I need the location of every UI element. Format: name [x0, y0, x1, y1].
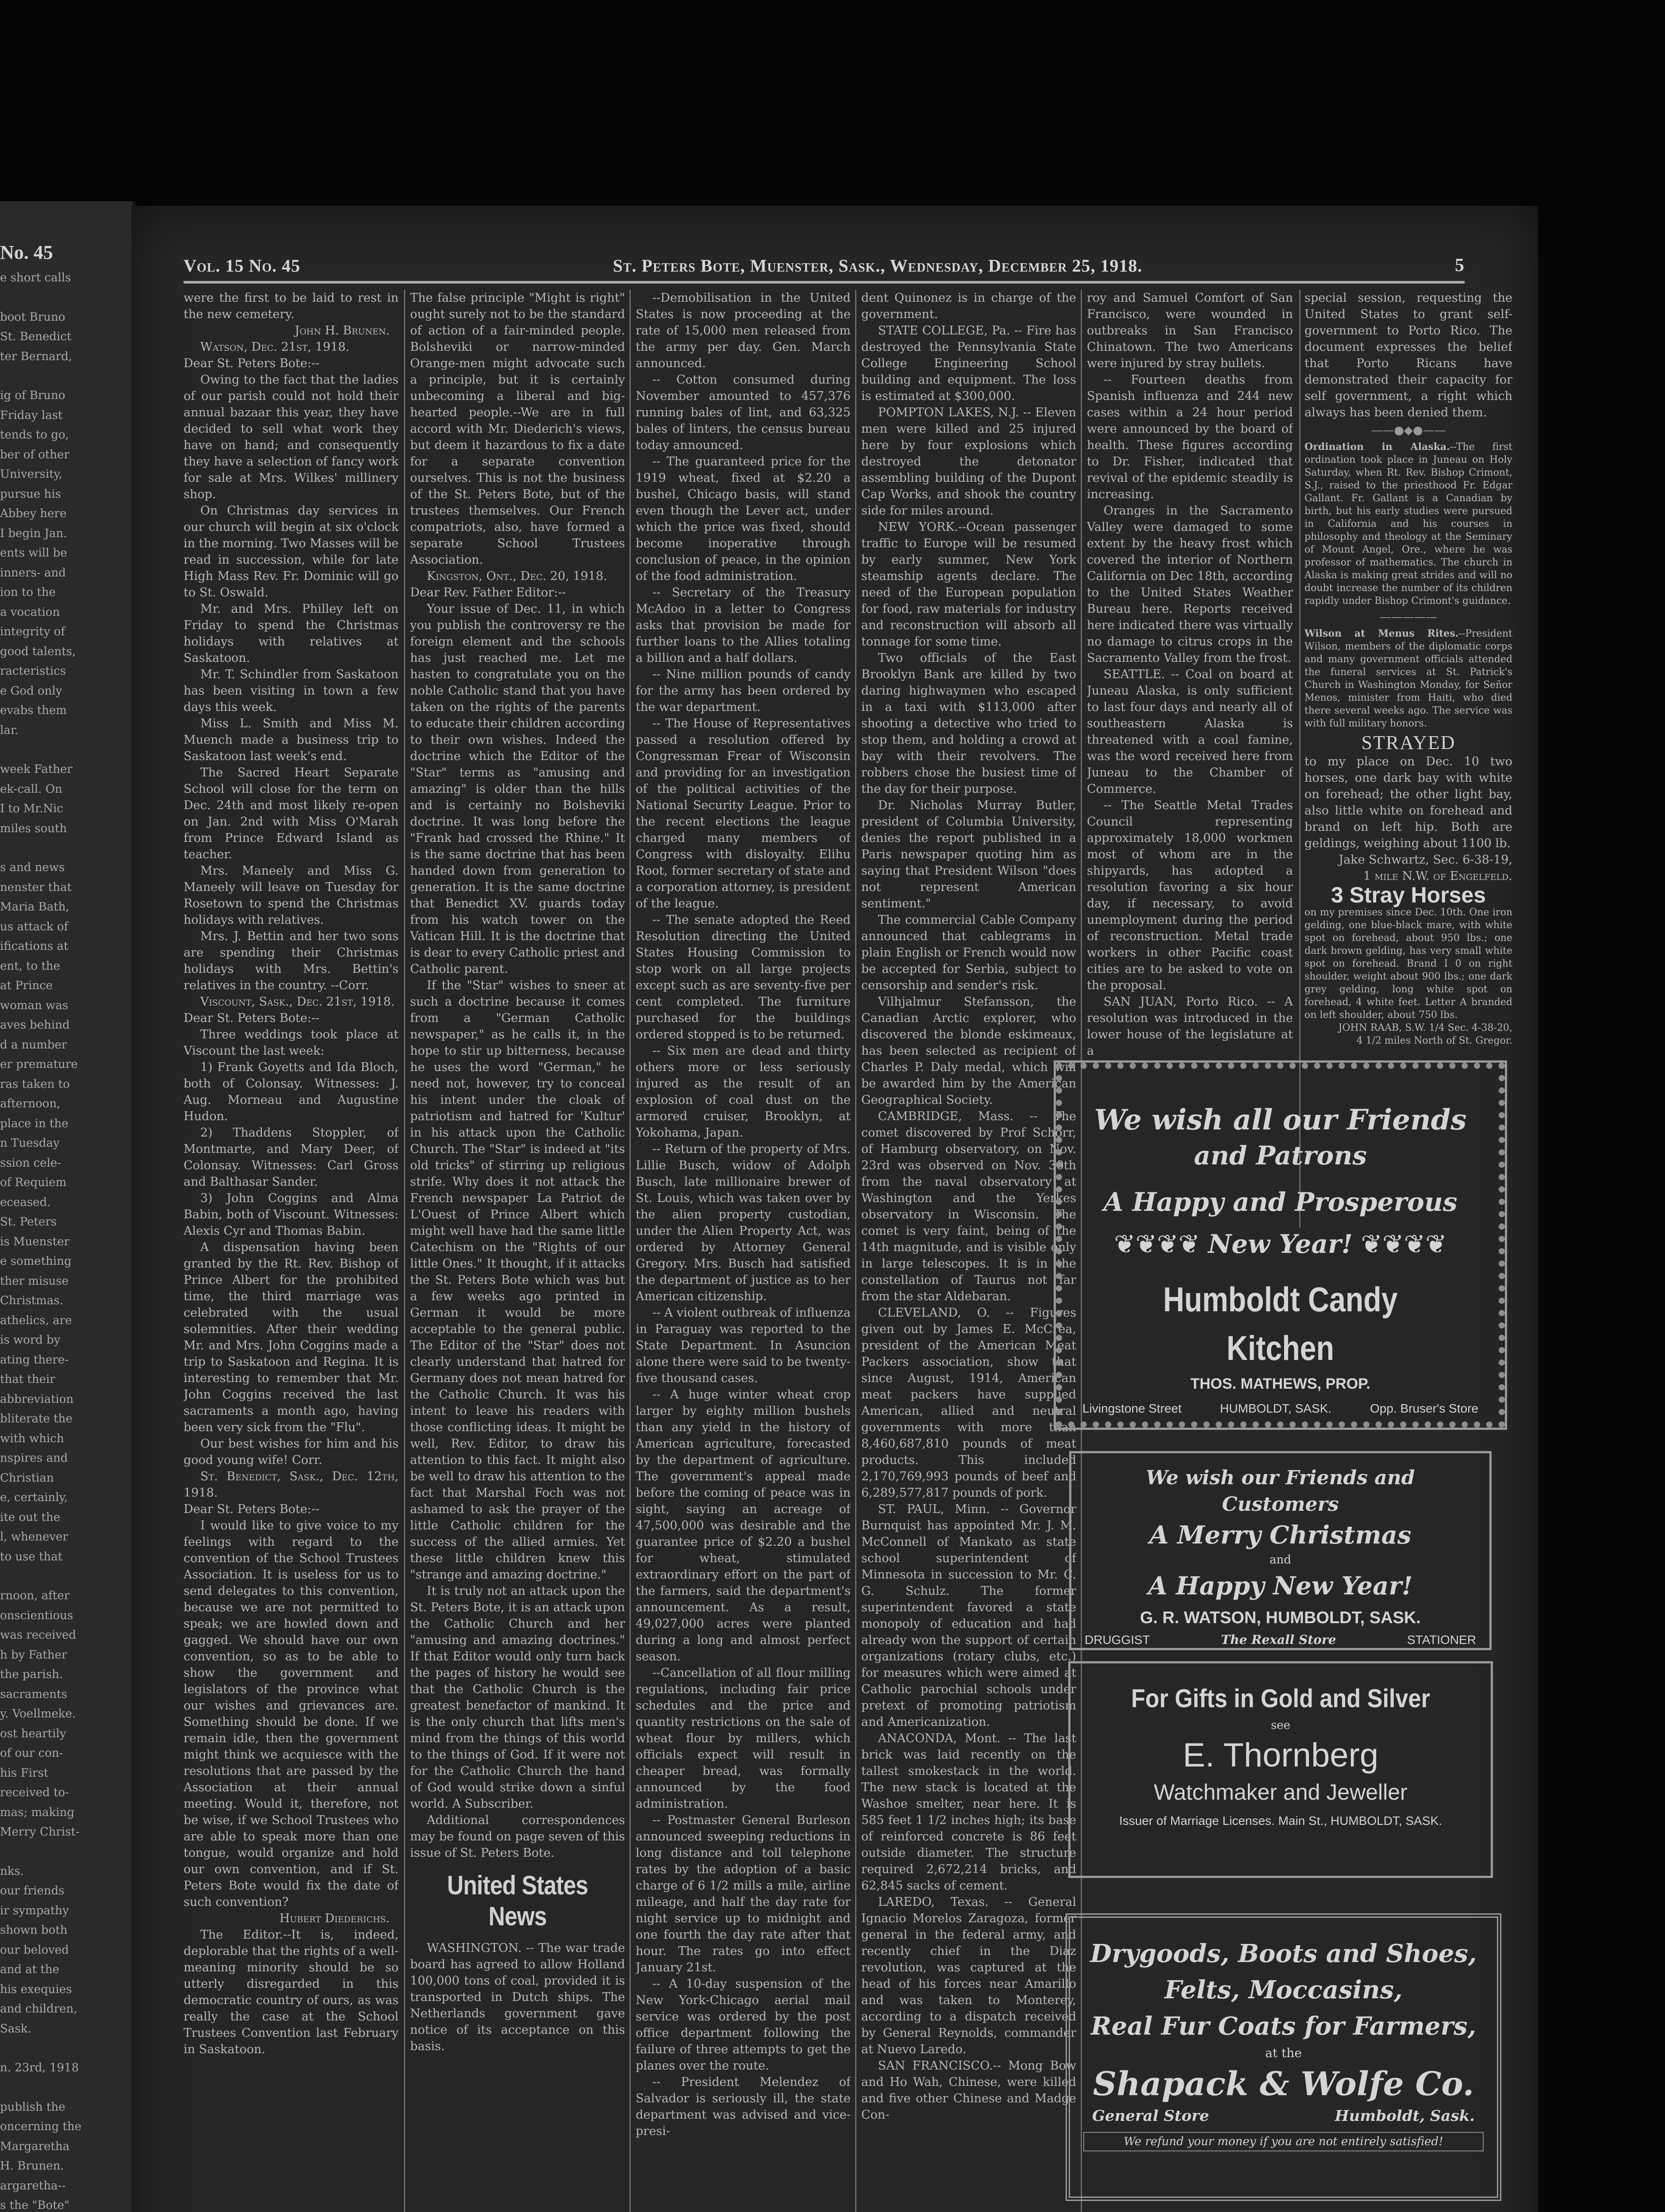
ad-watson-name: G. R. WATSON, HUMBOLDT, SASK. [1140, 1609, 1421, 1627]
previous-page-line: h by Father [0, 1648, 67, 1662]
previous-page-line [0, 740, 133, 760]
ad-shapack-at: at the [1265, 2046, 1302, 2060]
previous-page-line: y. Voellmeke. [0, 1707, 76, 1720]
paragraph: Mr. T. Schindler from Saskatoon has been visiting in town a few days this week. [184, 668, 399, 714]
previous-page-line: miles south [0, 822, 67, 835]
paragraph: Mr. and Mrs. Philley left on Friday to spend the Christmas holidays with relatives at Saskatoon. [184, 602, 399, 665]
previous-page-line: Abbey here [0, 507, 67, 520]
volume-number: Vol. 15 No. 45 [184, 255, 301, 276]
paragraph: -- President Melendez of Salvador is seriously ill, the state department was advised and vice-presi- [636, 2075, 851, 2138]
previous-page-line: ther misuse [0, 1274, 69, 1288]
previous-page-line: our friends [0, 1884, 65, 1897]
ad-shapack-wolfe [1066, 1913, 1501, 2201]
previous-page-line: bliterate the [0, 1412, 73, 1425]
previous-page-line: I begin Jan. [0, 526, 67, 540]
previous-page-line: with which [0, 1432, 64, 1445]
previous-page-line: n Tuesday [0, 1137, 60, 1150]
paragraph: The false principle "Might is right" ought surely not to be the standard of action of a fair-minded people. Bolsheviki or narrow-minded Orange-men might advocate such a principle, but it is certainly unbecoming a liberal and big-hearted people.--We are in full accord with Mr. Diederich's views, but deem it hazardous to fix a date for a separate convention ourselves. This is not the business of the St. Peters Bote, but of the trustees themselves. Our French compatriots, also, have formed a separate School Trustees Association. [410, 291, 625, 567]
previous-page-line: I to Mr.Nic [0, 802, 63, 815]
previous-page-line: ssion cele- [0, 1156, 61, 1170]
paragraph: -- The House of Representatives passed a resolution offered by Congressman Frear of Wisconsin and providing for an investigation of the political activities of the National Security League. Prior to the recent elections the league charged many members of Congress with disloyalty. Elihu Root, former secretary of state and a corporation attorney, is president of the league. [636, 717, 851, 910]
previous-page-line: ost heartily [0, 1727, 66, 1740]
ordination-item [1304, 441, 1512, 607]
paragraph: -- Postmaster General Burleson announced sweeping reductions in long distance and toll telephone rates by the adoption of a basic charge of 6 1/2 mills a mile, airline mileage, and half the day rate for night service up to midnight and one fourth the day rate after that hour. The rates go into effect January 21st. [636, 1813, 851, 1974]
paragraph: -- A violent outbreak of influenza in Paraguay was reported to the State Department. In Asuncion alone there were said to be twenty-five thousand cases. [636, 1306, 851, 1385]
section-heading-united-states-news: United States News [447, 1870, 588, 1931]
previous-page-line: lar. [0, 723, 19, 737]
previous-page-text [0, 266, 133, 2212]
previous-page-line: inners- and [0, 566, 66, 580]
paragraph: A dispensation having been granted by the Rt. Rev. Bishop of Prince Albert for the prohibited time, the third marriage was celebrated with the usual solemnities. After their wedding Mr. and Mrs. John Coggins made a trip to Saskatoon and Regina. It is interesting to remember that Mr. John Coggins received the last sacraments a month ago, having been very sick from the "Flu". [184, 1240, 399, 1434]
previous-page-line: of Requiem [0, 1176, 67, 1189]
paragraph: STATE COLLEGE, Pa. -- Fire has destroyed the Pennsylvania State College Engineering School building and equipment. The loss is estimated at $300,000. [861, 324, 1076, 403]
ad-candy-town: HUMBOLDT, SASK. [1220, 1402, 1332, 1415]
paragraph: The commercial Cable Company announced that cablegrams in plain English or French would now be accepted for Serbia, subject to censorship and sender's risk. [861, 913, 1076, 992]
previous-page-line: rnoon, after [0, 1589, 70, 1602]
paragraph: ANACONDA, Mont. -- The last brick was laid recently on the tallest smokestack in the world. The new stack is located at the Washoe smelter, near here. It is 585 feet 1 1/2 inches high; its base of reinforced concrete is 86 feet outside diameter. The structure required 2,672,214 bricks, and 62,845 sacks of cement. [861, 1732, 1076, 1893]
ad-shapack-town: Humboldt, Sask. [1335, 2107, 1475, 2125]
ordination-body: --The first ordination took place in Juneau on Holy Saturday, when Rt. Rev. Bishop Crimont, S.J., raised to the priesthood Fr. Edgar Gallant. Fr. Gallant is a Canadian by birth, but his early studies were pursued in California and his courses in philosophy and theology at the Seminary of Mount Angel, Ore., where he was professor of mathematics. The church in Alaska is making great strides and will no doubt increase the number of its children rapidly under Bishop Crimont's guidance. [1304, 442, 1512, 607]
paragraph: roy and Samuel Comfort of San Francisco, were wounded in outbreaks in San Francisco Chinatown. The two Americans were injured by stray bullets. [1087, 291, 1293, 370]
previous-page-line [0, 2078, 133, 2097]
previous-page-line: nks. [0, 1864, 24, 1878]
previous-page-line: ek-call. On [0, 782, 62, 796]
ad-thornberg-trade: Watchmaker and Jeweller [1154, 1780, 1408, 1805]
wilson-head: Wilson at Menus Rites. [1304, 628, 1459, 639]
previous-page-line: evabs them [0, 704, 67, 717]
previous-page-line: abbreviation [0, 1392, 74, 1406]
previous-page-edge [0, 201, 136, 2212]
previous-page-line: our beloved [0, 1943, 69, 1957]
paragraph: Your issue of Dec. 11, in which you publish the controversy re the foreign element and the schools has just reached me. Let me hasten to congratulate you on the noble Catholic stand that you have taken on the rights of the parents to educate their children according to their own wishes. Indeed the doctrine which the Editor of the "Star" terms as "amusing and amazing" is older than the hills and is certainly no Bolsheviki doctrine. It was long before the "Frank had crossed the Rhine." It is the same doctrine that has been handed down from generation to generation. It is the same doctrine that Benedict XV. guards today from his watch tower on the Vatican Hill. It is the doctrine that is dear to every Catholic priest and Catholic parent. [410, 602, 625, 976]
previous-page-line [0, 838, 133, 858]
paragraph: CLEVELAND, O. -- Figures given out by James E. McCrea, president of the American Meat Packers association, show that since August, 1914, American meat packers have supplied American, allied and neutral governments with more than 8,460,687,810 pounds of meat products. This included 2,170,769,993 pounds of beef and 6,289,577,817 pounds of pork. [861, 1306, 1076, 1500]
ordination-head: Ordination in Alaska. [1304, 441, 1450, 453]
previous-page-line: ents will be [0, 546, 67, 560]
ad-candy-location: Opp. Bruser's Store [1370, 1402, 1478, 1415]
paragraph: LAREDO, Texas. -- General Ignacio Morelos Zaragoza, former general in the federal army, and recently chief in the Diaz revolution, was captured at the head of his forces near Amarillo and was taken to Monterey, according to a dispatch received by General Reynolds, commander at Nuevo Laredo. [861, 1895, 1076, 2056]
ad-thornberg-see: see [1270, 1719, 1291, 1732]
ad-shapack-name: Shapack & Wolfe Co. [1093, 2065, 1474, 2103]
previous-page-line: Sask. [0, 2022, 31, 2035]
paragraph: Dr. Nicholas Murray Butler, president of Columbia University, denies the report published in a Paris newspaper quoting him as saying that President Wilson "does not represent American sentiment." [861, 799, 1076, 910]
paragraph: Additional correspondences may be found on page seven of this issue of St. Peters Bote. [410, 1813, 625, 1860]
paragraph: CAMBRIDGE, Mass. -- The comet discovered by Prof Schorr, of Hamburg observatory, on Nov. 23rd was observed on Nov. 30th from the naval observatory at Washington and the Yerkes observatory in Wisconsin. The comet is very faint, being of the 14th magnitude, and is visible only in large telescopes. It is in the constellation of Taurus not far from the star Aldebaran. [861, 1110, 1076, 1303]
previous-page-line: ent, to the [0, 959, 61, 973]
previous-page-line: mas; making [0, 1805, 75, 1819]
previous-page-line: s the "Bote" [0, 2199, 69, 2212]
newspaper-page [131, 206, 1538, 2212]
previous-page-line: athelics, are [0, 1313, 72, 1327]
previous-page-line: Christian [0, 1471, 54, 1485]
column-3 [636, 290, 851, 2212]
previous-page-line: eceased. [0, 1195, 51, 1209]
previous-page-line: oncerning the [0, 2120, 82, 2133]
previous-page-line: and at the [0, 1963, 59, 1976]
paragraph: -- The guaranteed price for the 1919 wheat, fixed at $2.20 a bushel, Chicago basis, will stand even though the Lever act, under which the price was fixed, should become inoperative through conclusion of peace, in the opinion of the food administration. [636, 455, 851, 583]
previous-page-line: l, whenever [0, 1530, 68, 1544]
previous-page-line [0, 2039, 133, 2058]
paragraph: Oranges in the Sacramento Valley were damaged to some extent by the heavy frost which covered the interior of Northern California on Dec 18th, according to the United States Weather Bureau here. Reports received here indicated there was virtually no damage to citrus crops in the Sacramento Valley from the frost. [1087, 504, 1293, 665]
previous-page-line: Margaretha [0, 2139, 70, 2153]
previous-page-line [0, 366, 133, 386]
ad-candy-prop: THOS. MATHEWS, PROP. [1190, 1375, 1370, 1392]
previous-page-line: onscientious [0, 1609, 73, 1622]
previous-page-line: integrity of [0, 625, 65, 638]
previous-page-folio: No. 45 [0, 242, 53, 263]
paragraph: Two officials of the East Brooklyn Bank are killed by two daring highwaymen who escaped in a taxi with $113,000 after shooting a detective who tried to stop them, and holding a crowd at bay with their revolvers. The robbers chose the busiest time of the day for their purpose. [861, 651, 1076, 796]
ad-watson-line1: We wish our Friends and Customers [1146, 1467, 1415, 1516]
previous-page-line: afternoon, [0, 1097, 61, 1110]
previous-page-line: that their [0, 1373, 55, 1386]
paragraph: Mrs. Maneely and Miss G. Maneely will leave on Tuesday for Rosetown to spend the Christmas holidays with relatives. [184, 864, 399, 927]
previous-page-line: woman was [0, 998, 69, 1012]
paragraph: -- A huge winter wheat crop larger by eighty million bushels than any yield in the history of American agriculture, forecasted by the department of agriculture. The government's appeal made before the coming of peace was in sight, saying an acreage of 47,500,000 was desirable and the guarantee price of $2.20 a bushel for wheat, stimulated extraordinary effort on the part of the farmers, said the department's announcement. As a result, 49,027,000 acres were planted during a long and almost perfect season. [636, 1388, 851, 1663]
paragraph: It is truly not an attack upon the St. Peters Bote, it is an attack upon the Catholic Church and her "amusing and amazing doctrines." If that Editor would only turn back the pages of history he would see that the Catholic Church is the greatest benefactor of mankind. It is the only church that lifts men's mind from the things of this world to the things of God. If it were not for the Catholic Church the hand of God would strike down a sinful world. A Subscriber. [410, 1584, 625, 1811]
paragraph: Vilhjalmur Stefansson, the Canadian Arctic explorer, who discovered the blonde eskimeaux, has been selected as recipient of Charles P. Daly medal, which will be awarded him by the American Geographical Society. [861, 995, 1076, 1107]
ad-shapack-guarantee: We refund your money if you are not entirely satisfied! [1083, 2132, 1484, 2151]
dateline: St. Benedict, Sask., Dec. 12th, 1918. [184, 1470, 399, 1500]
previous-page-line: ig of Bruno [0, 389, 65, 402]
previous-page-line: aves behind [0, 1018, 70, 1032]
dateline: Watson, Dec. 21st, 1918. [200, 340, 350, 354]
previous-page-line: sacraments [0, 1687, 67, 1701]
previous-page-line [0, 288, 133, 307]
previous-page-line: was received [0, 1628, 77, 1642]
previous-page-line: place in the [0, 1117, 69, 1130]
previous-page-line: Friday last [0, 408, 63, 422]
ad-thornberg-name: E. Thornberg [1182, 1736, 1379, 1774]
paragraph: 2) Thaddens Stoppler, of Montmarte, and Mary Deer, of Colonsay. Witnesses: Carl Gross and Balthasar Sander. [184, 1126, 399, 1189]
previous-page-line: his exequies [0, 1982, 72, 1996]
previous-page-line: University, [0, 468, 63, 481]
previous-page-line: e, certainly, [0, 1491, 68, 1504]
ad-thornberg-line1: For Gifts in Gold and Silver [1131, 1684, 1430, 1713]
ornament-divider: ——●◆●—— [1371, 424, 1446, 437]
paragraph: SEATTLE. -- Coal on board at Juneau Alaska, is only sufficient to last four days and nearly all of southeastern Alaska is threatened with a coal famine, was the word received here from Juneau to the Chamber of Commerce. [1087, 668, 1293, 796]
previous-page-line: us attack of [0, 920, 69, 933]
strayed-location: 1 mile N.W. of Engelfeld. [1363, 869, 1512, 883]
previous-page-line: St. Benedict [0, 330, 72, 343]
stray-horses-body: on my premises since Dec. 10th. One iron gelding, one blue-black mare, with white spot on forehead, about 950 lbs.; one dark brown gelding, has very small white spot on forehead. Brand I 0 on right shoulder, weight about 900 lbs.; one dark grey gelding, long white spot on forehead, 4 white feet. Letter A branded on left shoulder, about 750 lbs. [1304, 907, 1512, 1021]
wilson-body: --President Wilson, members of the diplomatic corps and many government officials attended the funeral services at St. Patrick's Church in Washington Monday, for Señor Menos, minister from Haiti, who died there several weeks ago. The service was with full military honors. [1304, 628, 1512, 729]
previous-page-line: nspires and [0, 1452, 68, 1465]
ad-watson-stationer: STATIONER [1407, 1633, 1476, 1647]
previous-page-line: er premature [0, 1058, 78, 1071]
wilson-item [1304, 627, 1512, 730]
previous-page-line [0, 1567, 133, 1586]
paragraph: Dear St. Peters Bote:-- [184, 357, 320, 370]
previous-page-line: s and news [0, 861, 65, 874]
paragraph: were the first to be laid to rest in the new cemetery. [184, 291, 399, 321]
ad-shapack-line3: Real Fur Coats for Farmers, [1090, 2012, 1477, 2041]
previous-page-line: to use that [0, 1550, 63, 1563]
previous-page-line: Merry Christ- [0, 1825, 80, 1839]
previous-page-line: e God only [0, 684, 62, 698]
paragraph: -- Fourteen deaths from Spanish influenza and 244 new cases within a 24 hour period were announced by the board of health. These figures according to Dr. Fisher, indicated that revival of the epidemic steadily is increasing. [1087, 373, 1293, 501]
ornament-icon: ❦❦❦❦ [1352, 1229, 1447, 1259]
paper-title-date: St. Peters Bote, Muenster, Sask., Wednesday, December 25, 1918. [613, 255, 1143, 276]
paragraph: I would like to give voice to my feelings with regard to the convention of the School Trustees Association. It is useless for us to send delegates to this convention, because we are not permitted to speak; we are howled down and gagged. We should have our own convention, so as to be able to show the government and legislators of the province what our wishes and grievances are. Something should be done. If we remain idle, then the government might think we acquiesce with the resolutions that are passed by the Association at their annual meeting. Would it, therefore, not be wise, if we School Trustees who are able to speak more than one tongue, would organize and hold our own convention, and if St. Peters Bote would fix the date of such convention? [184, 1519, 399, 1909]
previous-page-line: St. Peters [0, 1215, 57, 1229]
masthead [184, 250, 1465, 284]
paragraph: POMPTON LAKES, N.J. -- Eleven men were killed and 25 injured here by four explosions which destroyed the detonator assembling building of the Dupont Cap Works, and shook the country side for miles around. [861, 406, 1076, 518]
previous-page-line: tends to go, [0, 428, 69, 442]
previous-page-line: ite out the [0, 1510, 61, 1524]
rexall-logo: The Rexall Store [1221, 1632, 1336, 1647]
column-4 [861, 290, 1076, 2212]
previous-page-line: publish the [0, 2100, 65, 2114]
previous-page-line: a vocation [0, 605, 60, 619]
previous-page-line: boot Bruno [0, 310, 65, 324]
column-rule [855, 290, 856, 2212]
stray-horses-owner: JOHN RAAB, S.W. 1/4 Sec. 4-38-20, [1338, 1022, 1512, 1033]
previous-page-line: ras taken to [0, 1077, 70, 1091]
previous-page-line: the parish. [0, 1668, 63, 1681]
previous-page-line [0, 1842, 133, 1862]
column-rule [629, 290, 631, 2212]
previous-page-line: is Muenster [0, 1235, 70, 1248]
previous-page-line: at Prince [0, 979, 53, 992]
strayed-owner: Jake Schwartz, Sec. 6-38-19, [1339, 853, 1512, 867]
paragraph: ST. PAUL, Minn. -- Governor Burnquist has appointed Mr. J. M. McConnell of Mankato as state school superintendent of Minnesota in succession to Mr. C. G. Schulz. The former superintendent favored a state monopoly of education and had already won the support of certain organizations (rotary clubs, etc.) for measures which were aimed at Catholic parochial schools under pretext of promoting patriotism and Americanization. [861, 1502, 1076, 1729]
previous-page-line: e something [0, 1255, 72, 1268]
stray-horses-location: 4 1/2 miles North of St. Gregor. [1356, 1035, 1512, 1046]
ad-shapack-store-row [1083, 2106, 1484, 2126]
previous-page-line: racteristics [0, 664, 66, 678]
ad-watson-druggist [1069, 1451, 1492, 1650]
signature: Hubert Diederichs. [279, 1912, 390, 1925]
paragraph: Dear Rev. Father Editor:-- [410, 586, 566, 599]
ornament-icon: ❦❦❦❦ [1114, 1229, 1208, 1259]
previous-page-line: n. 23rd, 1918 [0, 2061, 79, 2074]
ad-candy-street: Livingstone Street [1082, 1402, 1182, 1415]
paragraph: Owing to the fact that the ladies of our parish could not hold their annual bazaar this year, they have decided to sell what work they have on hand; and consequently they have a selection of fancy work for sale at Mrs. Wilkes' millinery shop. [184, 373, 399, 501]
ad-watson-and: and [1270, 1553, 1291, 1567]
ad-watson-druggist: DRUGGIST [1085, 1633, 1150, 1647]
paragraph: -- The Seattle Metal Trades Council representing approximately 18,000 workmen most of whom are in the shipyards, has adopted a resolution favoring a six hour day, if necessary, to avoid unemployment during the period of reconstruction. Metal trade workers in other Pacific coast cities are to be asked to vote on the proposal. [1087, 799, 1293, 992]
ad-humboldt-candy-kitchen [1054, 1060, 1507, 1430]
paragraph: -- Nine million pounds of candy for the army has been ordered by the war department. [636, 668, 851, 714]
dateline: Kingston, Ont., Dec. 20, 1918. [426, 569, 607, 583]
ad-candy-line4: New Year! [1208, 1229, 1353, 1259]
ad-watson-footer [1085, 1631, 1476, 1649]
previous-page-line: Maria Bath, [0, 900, 69, 914]
previous-page-line: ir sympathy [0, 1904, 69, 1917]
paragraph: -- The senate adopted the Reed Resolution directing the United States Housing Commission to stop work on all large projects except such as are seventy-five per cent completed. The furniture purchased for the buildings ordered stopped is to be returned. [636, 913, 851, 1041]
paragraph: On Christmas day services in our church will begin at six o'clock in the morning. Two Masses will be read in succession, while for late High Mass Rev. Fr. Dominic will go to St. Oswald. [184, 504, 399, 599]
previous-page-line: Christmas. [0, 1294, 63, 1307]
paragraph: If the "Star" wishes to sneer at such a doctrine because it comes from a "German Catholic newspaper," as he calls it, in the hope to stir up bitterness, because he uses the word "German," he need not, however, try to conceal his intent under the cloak of patriotism and hatred for 'Kultur' in his attack upon the Catholic Church. The "Star" is indeed at "its old tricks" of stirring up religious strife. Why does it not attack the French newspaper La Patriot de L'Ouest of Prince Albert which might well have had the same little Catechism on the "Rights of our little Ones." It thought, if it attacks the St. Peters Bote which was but a few weeks ago printed in German it would be more acceptable to the general public. The Editor of the "Star" does not clearly understand that hatred for Germany does not mean hatred for the Catholic Church. It was his intent to leave his readers with those conflicting ideas. It might be well, Rev. Editor, to draw his attention to this fact. It might also be well to draw his attention to the fact that Marshal Foch was not ashamed to ask the prayer of the little Catholic children for the success of the allied armies. Yet these little children knew this "strange and amazing doctrine." [410, 979, 625, 1582]
strayed-heading: STRAYED [1361, 732, 1456, 753]
ad-candy-name: Humboldt Candy Kitchen [1163, 1280, 1398, 1367]
previous-page-line: e short calls [0, 271, 71, 284]
paragraph: The Editor.--It is, indeed, deplorable that the rights of a well-meaning minority should be so utterly disregarded in this democratic country of ours, as was really the case at the School Trustees Convention last February in Saskatoon. [184, 1928, 399, 2056]
paragraph: --Demobilisation in the United States is now proceeding at the rate of 15,000 men released from the army per day. Gen. March announced. [636, 291, 851, 370]
ad-watson-line4: A Happy New Year! [1148, 1571, 1413, 1601]
paragraph: -- Six men are dead and thirty others more or less seriously injured as the result of an explosion of coal dust on the armored cruiser, Brooklyn, at Yokohama, Japan. [636, 1044, 851, 1140]
stray-horses-heading: 3 Stray Horses [1331, 883, 1486, 907]
ad-shapack-line2: Felts, Moccasins, [1164, 1975, 1403, 2005]
previous-page-line: nenster that [0, 880, 72, 894]
signature: John H. Brunen. [295, 324, 390, 338]
ad-shapack-line1: Drygoods, Boots and Shoes, [1090, 1939, 1477, 1968]
column-1 [184, 290, 399, 2212]
ad-watson-line2: A Merry Christmas [1149, 1521, 1412, 1550]
ad-candy-line3: A Happy and Prosperous [1103, 1187, 1458, 1217]
dateline: Viscount, Sask., Dec. 21st, 1918. [200, 995, 395, 1009]
paragraph: -- Cotton consumed during November amounted to 457,376 running bales of lint, and 63,325 bales of linters, the census bureau today announced. [636, 373, 851, 452]
paragraph: SAN JUAN, Porto Rico. -- A resolution was introduced in the lower house of the legislature at a [1087, 995, 1293, 1058]
paragraph: Dear St. Peters Bote:-- [184, 1011, 320, 1025]
paragraph: -- Secretary of the Treasury McAdoo in a letter to Congress asks that provision be made for further loans to the Allies totaling a billion and a half dollars. [636, 586, 851, 665]
paragraph: special session, requesting the United States to grant self-government to Porto Rico. The document expresses the belief that Porto Ricans have demonstrated their capacity for self government, a right which always has been denied them. [1304, 291, 1512, 419]
previous-page-line: pursue his [0, 487, 61, 501]
previous-page-line: ating there- [0, 1353, 69, 1367]
paragraph: SAN FRANCISCO.-- Mong Bow and Ho Wah, Chinese, were killed and five other Chinese and Madge Con- [861, 2059, 1076, 2122]
paragraph: The Sacred Heart Separate School will close for the term on Dec. 24th and most likely re-open on Jan. 2nd with Miss O'Marah from Prince Edward Island as teacher. [184, 766, 399, 861]
paragraph: 1) Frank Goyetts and Ida Bloch, both of Colonsay. Witnesses: J. Aug. Morneau and Augustine Hudon. [184, 1060, 399, 1123]
column-2 [410, 290, 625, 2212]
paragraph: -- Return of the property of Mrs. Lillie Busch, widow of Adolph Busch, late millionaire brewer of St. Louis, which was taken over by the alien property custodian, under the Alien Property Act, was ordered by Attorney General Gregory. Mrs. Busch had satisfied the department of justice as to her American citizenship. [636, 1142, 851, 1303]
previous-page-line: ber of other [0, 448, 69, 461]
previous-page-line: d a number [0, 1038, 67, 1052]
paragraph: Our best wishes for him and his good young wife! Corr. [184, 1437, 399, 1467]
paragraph: Dear St. Peters Bote:-- [184, 1502, 320, 1516]
paragraph: Three weddings took place at Viscount the last week: [184, 1028, 399, 1058]
previous-page-line: H. Brunen. [0, 2159, 64, 2173]
paragraph: Mrs. J. Bettin and her two sons are spending their Christmas holidays with Mrs. Bettin's relatives in the country. --Corr. [184, 929, 399, 992]
previous-page-line: ter Bernard, [0, 349, 73, 363]
previous-page-line: argaretha-- [0, 2179, 66, 2193]
paragraph: dent Quinonez is in charge of the government. [861, 291, 1076, 321]
paragraph: 3) John Coggins and Alma Babin, both of Viscount. Witnesses: Alexis Cyr and Thomas Babin. [184, 1191, 399, 1238]
column-rule [404, 290, 405, 2212]
previous-page-line: is word by [0, 1333, 61, 1347]
paragraph: NEW YORK.--Ocean passenger traffic to Europe will be resumed by early summer, New York steamship agents declare. The need of the European population for food, raw materials for industry and reconstruction will absorb all tonnage for some time. [861, 520, 1076, 649]
divider: ————— [1380, 611, 1437, 624]
ad-candy-line4-wrap [1082, 1226, 1478, 1262]
previous-page-line: his First [0, 1766, 49, 1780]
previous-page-line: of our con- [0, 1747, 63, 1760]
paragraph: WASHINGTON. -- The war trade board has agreed to allow Holland 100,000 tons of coal, provided it is transported in Dutch ships. The Netherlands government gave notice of its acceptance on this basis. [410, 1941, 625, 2053]
paragraph: -- A 10-day suspension of the New York-Chicago aerial mail service was ordered by the post office department following the failure of three attempts to get the planes over the route. [636, 1977, 851, 2073]
paragraph: Miss L. Smith and Miss M. Muench made a business trip to Saskatoon last week's end. [184, 717, 399, 763]
previous-page-line: ifications at [0, 940, 69, 953]
ad-shapack-general-store: General Store [1092, 2107, 1209, 2125]
ad-candy-address [1082, 1395, 1478, 1422]
previous-page-line: week Father [0, 763, 73, 776]
previous-page-line: ion to the [0, 586, 56, 599]
previous-page-line: and children, [0, 2002, 77, 2016]
paragraph: --Cancellation of all flour milling regulations, including fair price schedules and the price and quantity restrictions on the sale of wheat flour by millers, which officials expect will result in cheaper bread, was formally announced by the food administration. [636, 1666, 851, 1811]
previous-page-line: shown both [0, 1924, 68, 1937]
ad-candy-line1: We wish all our Friends [1094, 1103, 1467, 1137]
page-number: 5 [1455, 255, 1465, 276]
ad-thornberg-jeweller [1068, 1661, 1493, 1878]
ad-candy-line2: and Patrons [1194, 1141, 1367, 1171]
ad-thornberg-footer: Issuer of Marriage Licenses. Main St., HUMBOLDT, SASK. [1119, 1814, 1442, 1828]
strayed-body: to my place on Dec. 10 two horses, one dark bay with white on forehead; the other light bay, also little white on forehead and brand on left hip. Both are geldings, weighing about 1100 lb. [1304, 755, 1512, 850]
previous-page-line: good talents, [0, 645, 76, 658]
previous-page-line: received to- [0, 1786, 69, 1799]
